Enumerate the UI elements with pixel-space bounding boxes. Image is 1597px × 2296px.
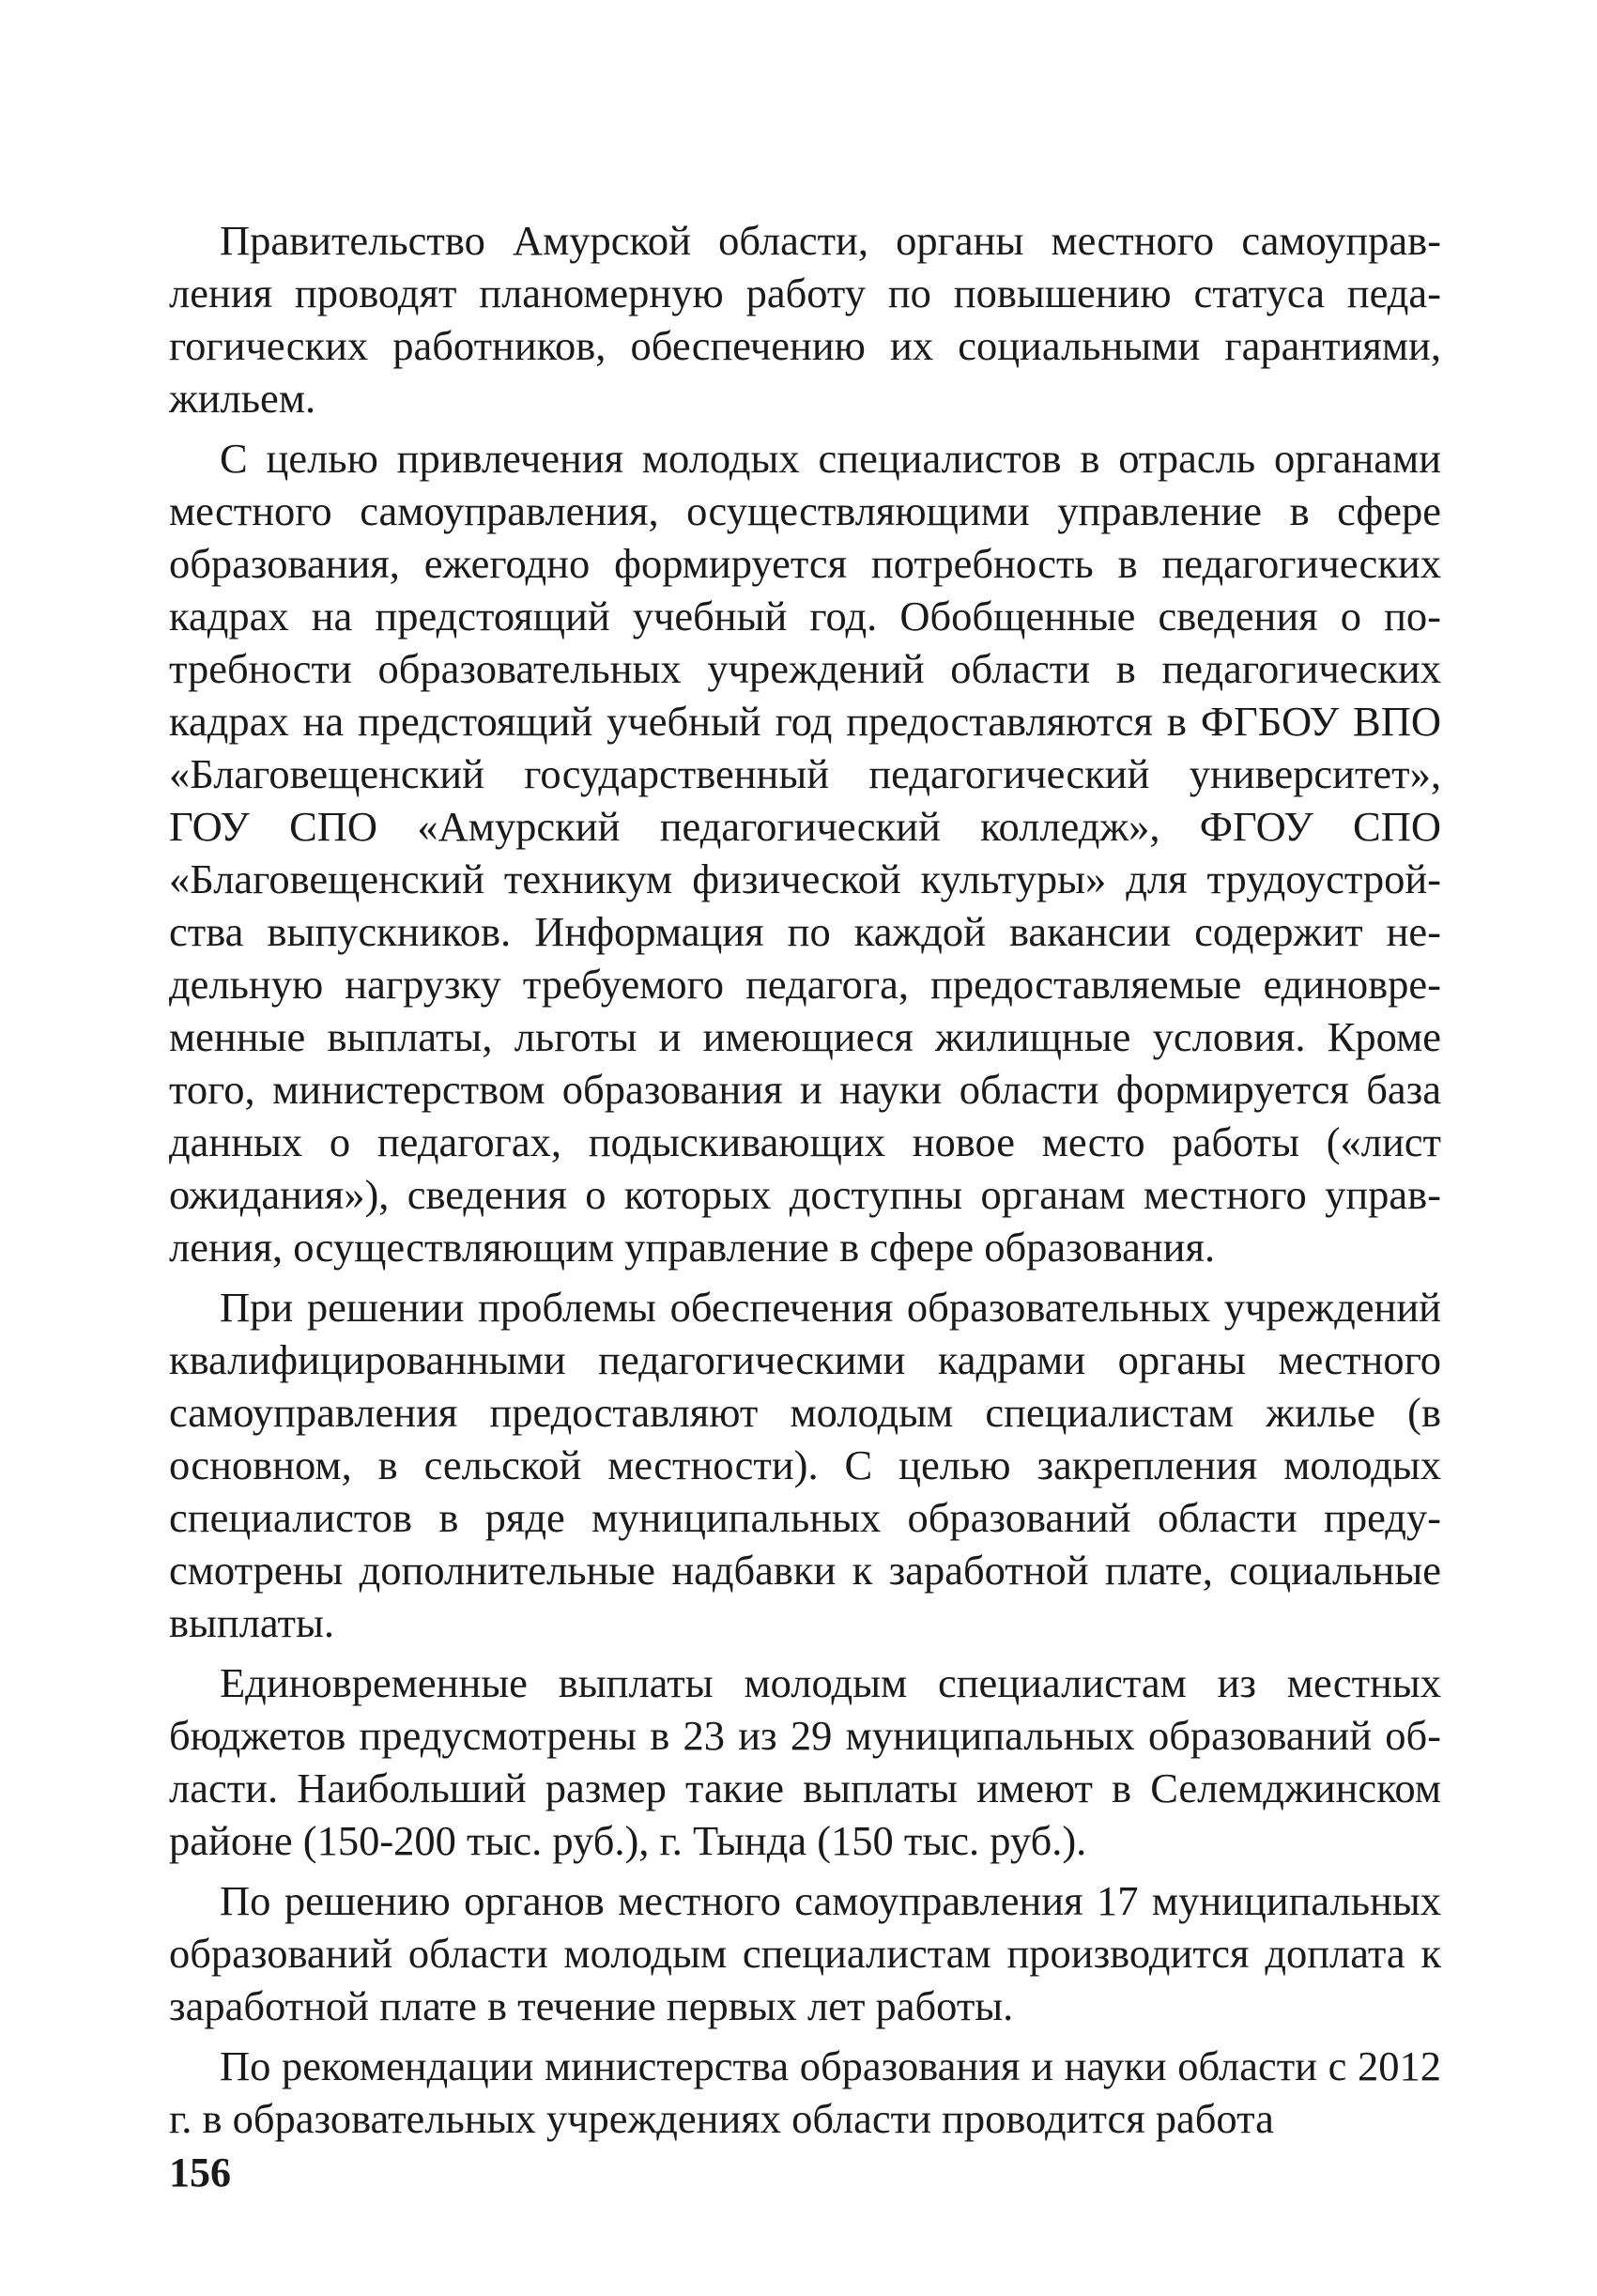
paragraph: С целью привлечения молодых специалистов в отрасль органами местного самоуправления, осуществляющими управление в сфере образования, ежегодно формируется потребность в педагогических кадрах на предстоящий учебный год. Обобщенные сведения о потребности образовательных учреждений области в педагогических кадрах на предстоящий учебный год предоставляются в ФГБОУ ВПО «Благовещенский государственный педагогический университет», ГОУ СПО «Амурский педагогический колледж», ФГОУ СПО «Благовещенский техникум физической культуры» для трудоустройства выпускников. Информация по каждой вакансии содержит недельную нагрузку требуемого педагога, предоставляемые единовременные выплаты, льготы и имеющиеся жилищные условия. Кроме того, министерством образования и науки области формируется база данных о педагогах, подыскивающих новое место работы («лист ожидания»), сведения о которых доступны органам местного управления, осуществляющим управление в сфере образования. [169,435,1441,1271]
page-body [169,214,1441,2152]
page-number: 156 [169,2150,231,2196]
paragraph: При решении проблемы обеспечения образовательных учреждений квалифицированными педагогическими кадрами органы местного самоуправления предоставляют молодым специалистам жилье (в основном, в сельской местности). С целью закрепления молодых специалистов в ряде муниципальных образований области предусмотрены дополнительные надбавки к заработной плате, социальные выплаты. [169,1284,1441,1646]
paragraph: По решению органов местного самоуправления 17 муниципальных образований области молодым специалистам производится доплата к заработной плате в течение первых лет работы. [169,1877,1441,2029]
paragraph: Правительство Амурской области, органы местного самоуправления проводят планомерную работу по повышению статуса педагогических работников, обеспечению их социальными гарантиями, жильем. [169,217,1441,422]
paragraph: По рекомендации министерства образования и науки области с 2012 г. в образовательных учреждениях области проводится работа [169,2042,1441,2142]
paragraph: Единовременные выплаты молодым специалистам из местных бюджетов предусмотрены в 23 из 29 муниципальных образований области. Наибольший размер такие выплаты имеют в Селемджинском районе (150-200 тыс. руб.), г. Тында (150 тыс. руб.). [169,1659,1441,1864]
